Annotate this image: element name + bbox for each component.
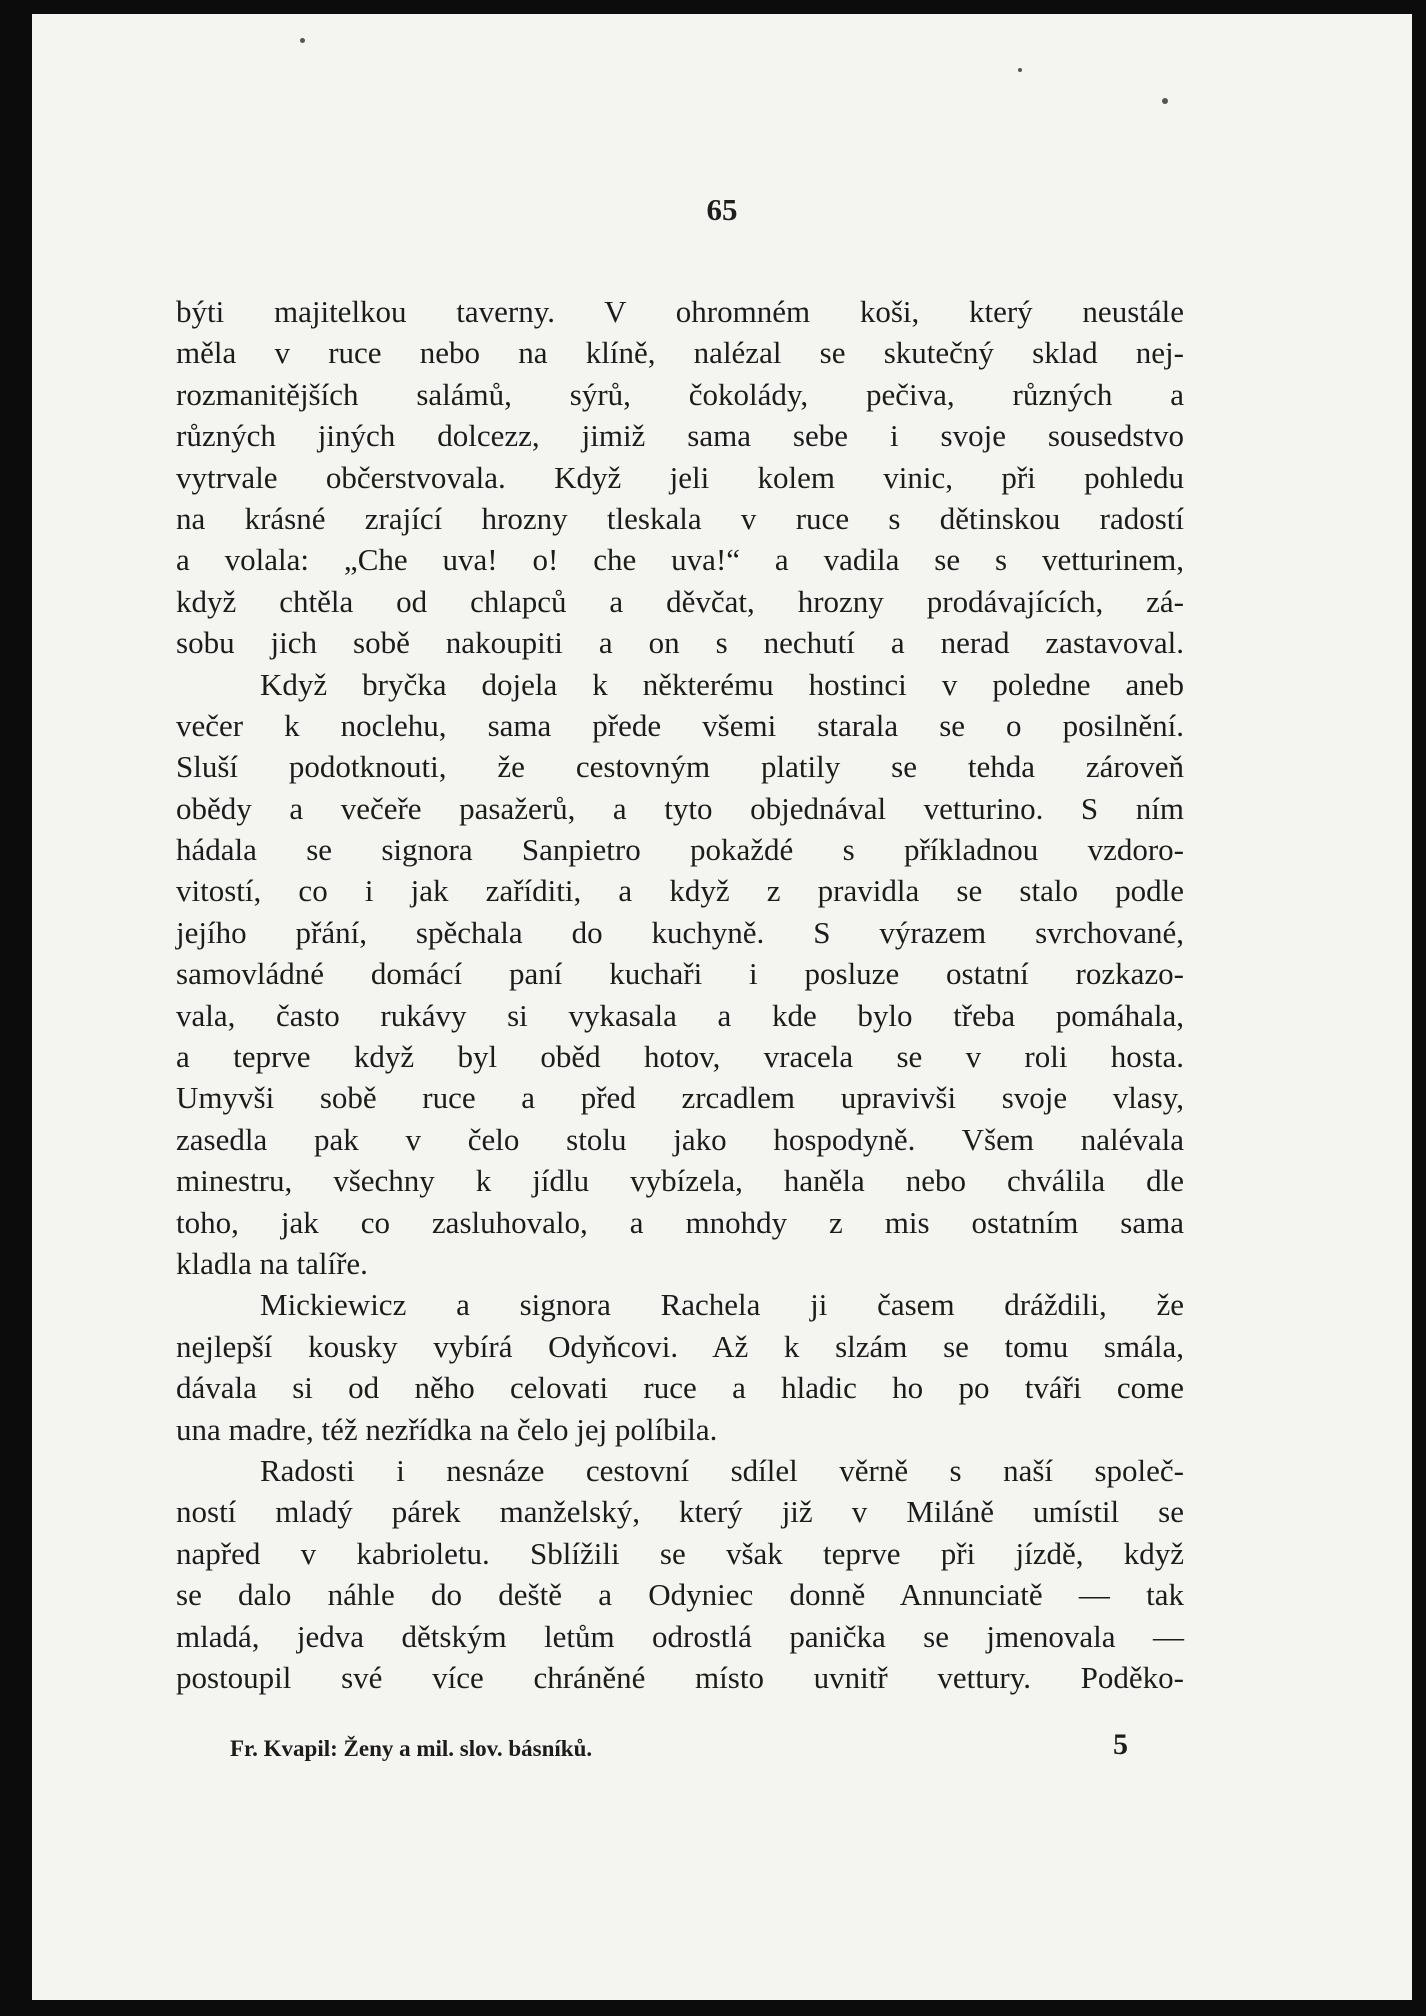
page-footer bbox=[230, 1728, 1128, 1768]
text-line: postoupil své více chráněné místo uvnitř vettury. Poděko- bbox=[176, 1659, 1184, 1695]
text-line: ností mladý párek manželský, který již v Miláně umístil se bbox=[176, 1494, 1184, 1530]
text-line: zasedla pak v čelo stolu jako hospodyně. Všem nalévala bbox=[176, 1121, 1184, 1157]
text-line: Když bryčka dojela k některému hostinci v poledne aneb bbox=[260, 666, 1184, 702]
text-line: una madre, též nezřídka na čelo jej políbila. bbox=[176, 1411, 718, 1447]
text-line: a volala: „Che uva! o! che uva!“ a vadila se s vetturinem, bbox=[176, 542, 1184, 578]
text-line: vytrvale občerstvovala. Když jeli kolem vinic, při pohledu bbox=[176, 459, 1184, 495]
text-line: toho, jak co zasluhovalo, a mnohdy z mis ostatním sama bbox=[176, 1204, 1184, 1240]
text-line: samovládné domácí paní kuchaři i posluze ostatní rozkazo- bbox=[176, 956, 1184, 992]
book-page bbox=[32, 14, 1412, 2000]
paper-speck bbox=[1018, 68, 1022, 72]
text-line: a teprve když byl oběd hotov, vracela se v roli hosta. bbox=[176, 1039, 1184, 1075]
text-line: sobu jich sobě nakoupiti a on s nechutí a nerad zastavoval. bbox=[176, 625, 1184, 661]
page-number: 65 bbox=[706, 192, 738, 227]
text-line: jejího přání, spěchala do kuchyně. S výrazem svrchované, bbox=[176, 914, 1184, 950]
text-line: večer k noclehu, sama přede všemi starala se o posilnění. bbox=[176, 707, 1184, 743]
text-line: Umyvši sobě ruce a před zrcadlem upravivši svoje vlasy, bbox=[176, 1080, 1184, 1116]
text-line: dávala si od něho celovati ruce a hladic ho po tváři come bbox=[176, 1370, 1184, 1406]
paper-speck bbox=[1162, 98, 1168, 104]
footer-signature: Fr. Kvapil: Ženy a mil. slov. básníků. bbox=[230, 1736, 593, 1761]
text-line: Sluší podotknouti, že cestovným platily se tehda zároveň bbox=[176, 749, 1184, 785]
text-line: nejlepší kousky vybírá Odyňcovi. Až k slzám se tomu smála, bbox=[176, 1328, 1184, 1364]
text-line: se dalo náhle do deště a Odyniec donně Annunciatě — tak bbox=[176, 1577, 1184, 1613]
text-line: na krásné zrající hrozny tleskala v ruce s dětinskou radostí bbox=[176, 500, 1184, 536]
text-line: vitostí, co i jak zaříditi, a když z pravidla se stalo podle bbox=[176, 873, 1184, 909]
sheet-signature-number: 5 bbox=[1113, 1728, 1128, 1761]
text-line: rozmanitějších salámů, sýrů, čokolády, pečiva, různých a bbox=[176, 376, 1184, 412]
text-line: minestru, všechny k jídlu vybízela, haněla nebo chválila dle bbox=[176, 1163, 1184, 1199]
text-line: hádala se signora Sanpietro pokaždé s příkladnou vzdoro- bbox=[176, 832, 1184, 868]
text-line: býti majitelkou taverny. V ohromném koši, který neustále bbox=[176, 294, 1184, 329]
text-line: vala, často rukávy si vykasala a kde bylo třeba pomáhala, bbox=[176, 997, 1184, 1033]
text-line: kladla na talíře. bbox=[176, 1245, 368, 1281]
text-line: Radosti i nesnáze cestovní sdílel věrně s naší společ- bbox=[260, 1452, 1184, 1488]
paper-speck bbox=[300, 38, 305, 43]
text-line: obědy a večeře pasažerů, a tyto objednával vetturino. S ním bbox=[176, 790, 1184, 826]
text-line: když chtěla od chlapců a děvčat, hrozny prodávajících, zá- bbox=[176, 583, 1184, 619]
text-line: napřed v kabrioletu. Sblížili se však teprve při jízdě, když bbox=[176, 1535, 1184, 1571]
text-line: měla v ruce nebo na klíně, nalézal se skutečný sklad nej- bbox=[176, 335, 1184, 371]
text-line: různých jiných dolcezz, jimiž sama sebe i svoje sousedstvo bbox=[176, 418, 1184, 454]
body-text bbox=[176, 291, 1184, 1698]
text-line: mladá, jedva dětským letům odrostlá panička se jmenovala — bbox=[176, 1618, 1184, 1654]
text-line: Mickiewicz a signora Rachela ji časem dráždili, že bbox=[260, 1287, 1184, 1323]
